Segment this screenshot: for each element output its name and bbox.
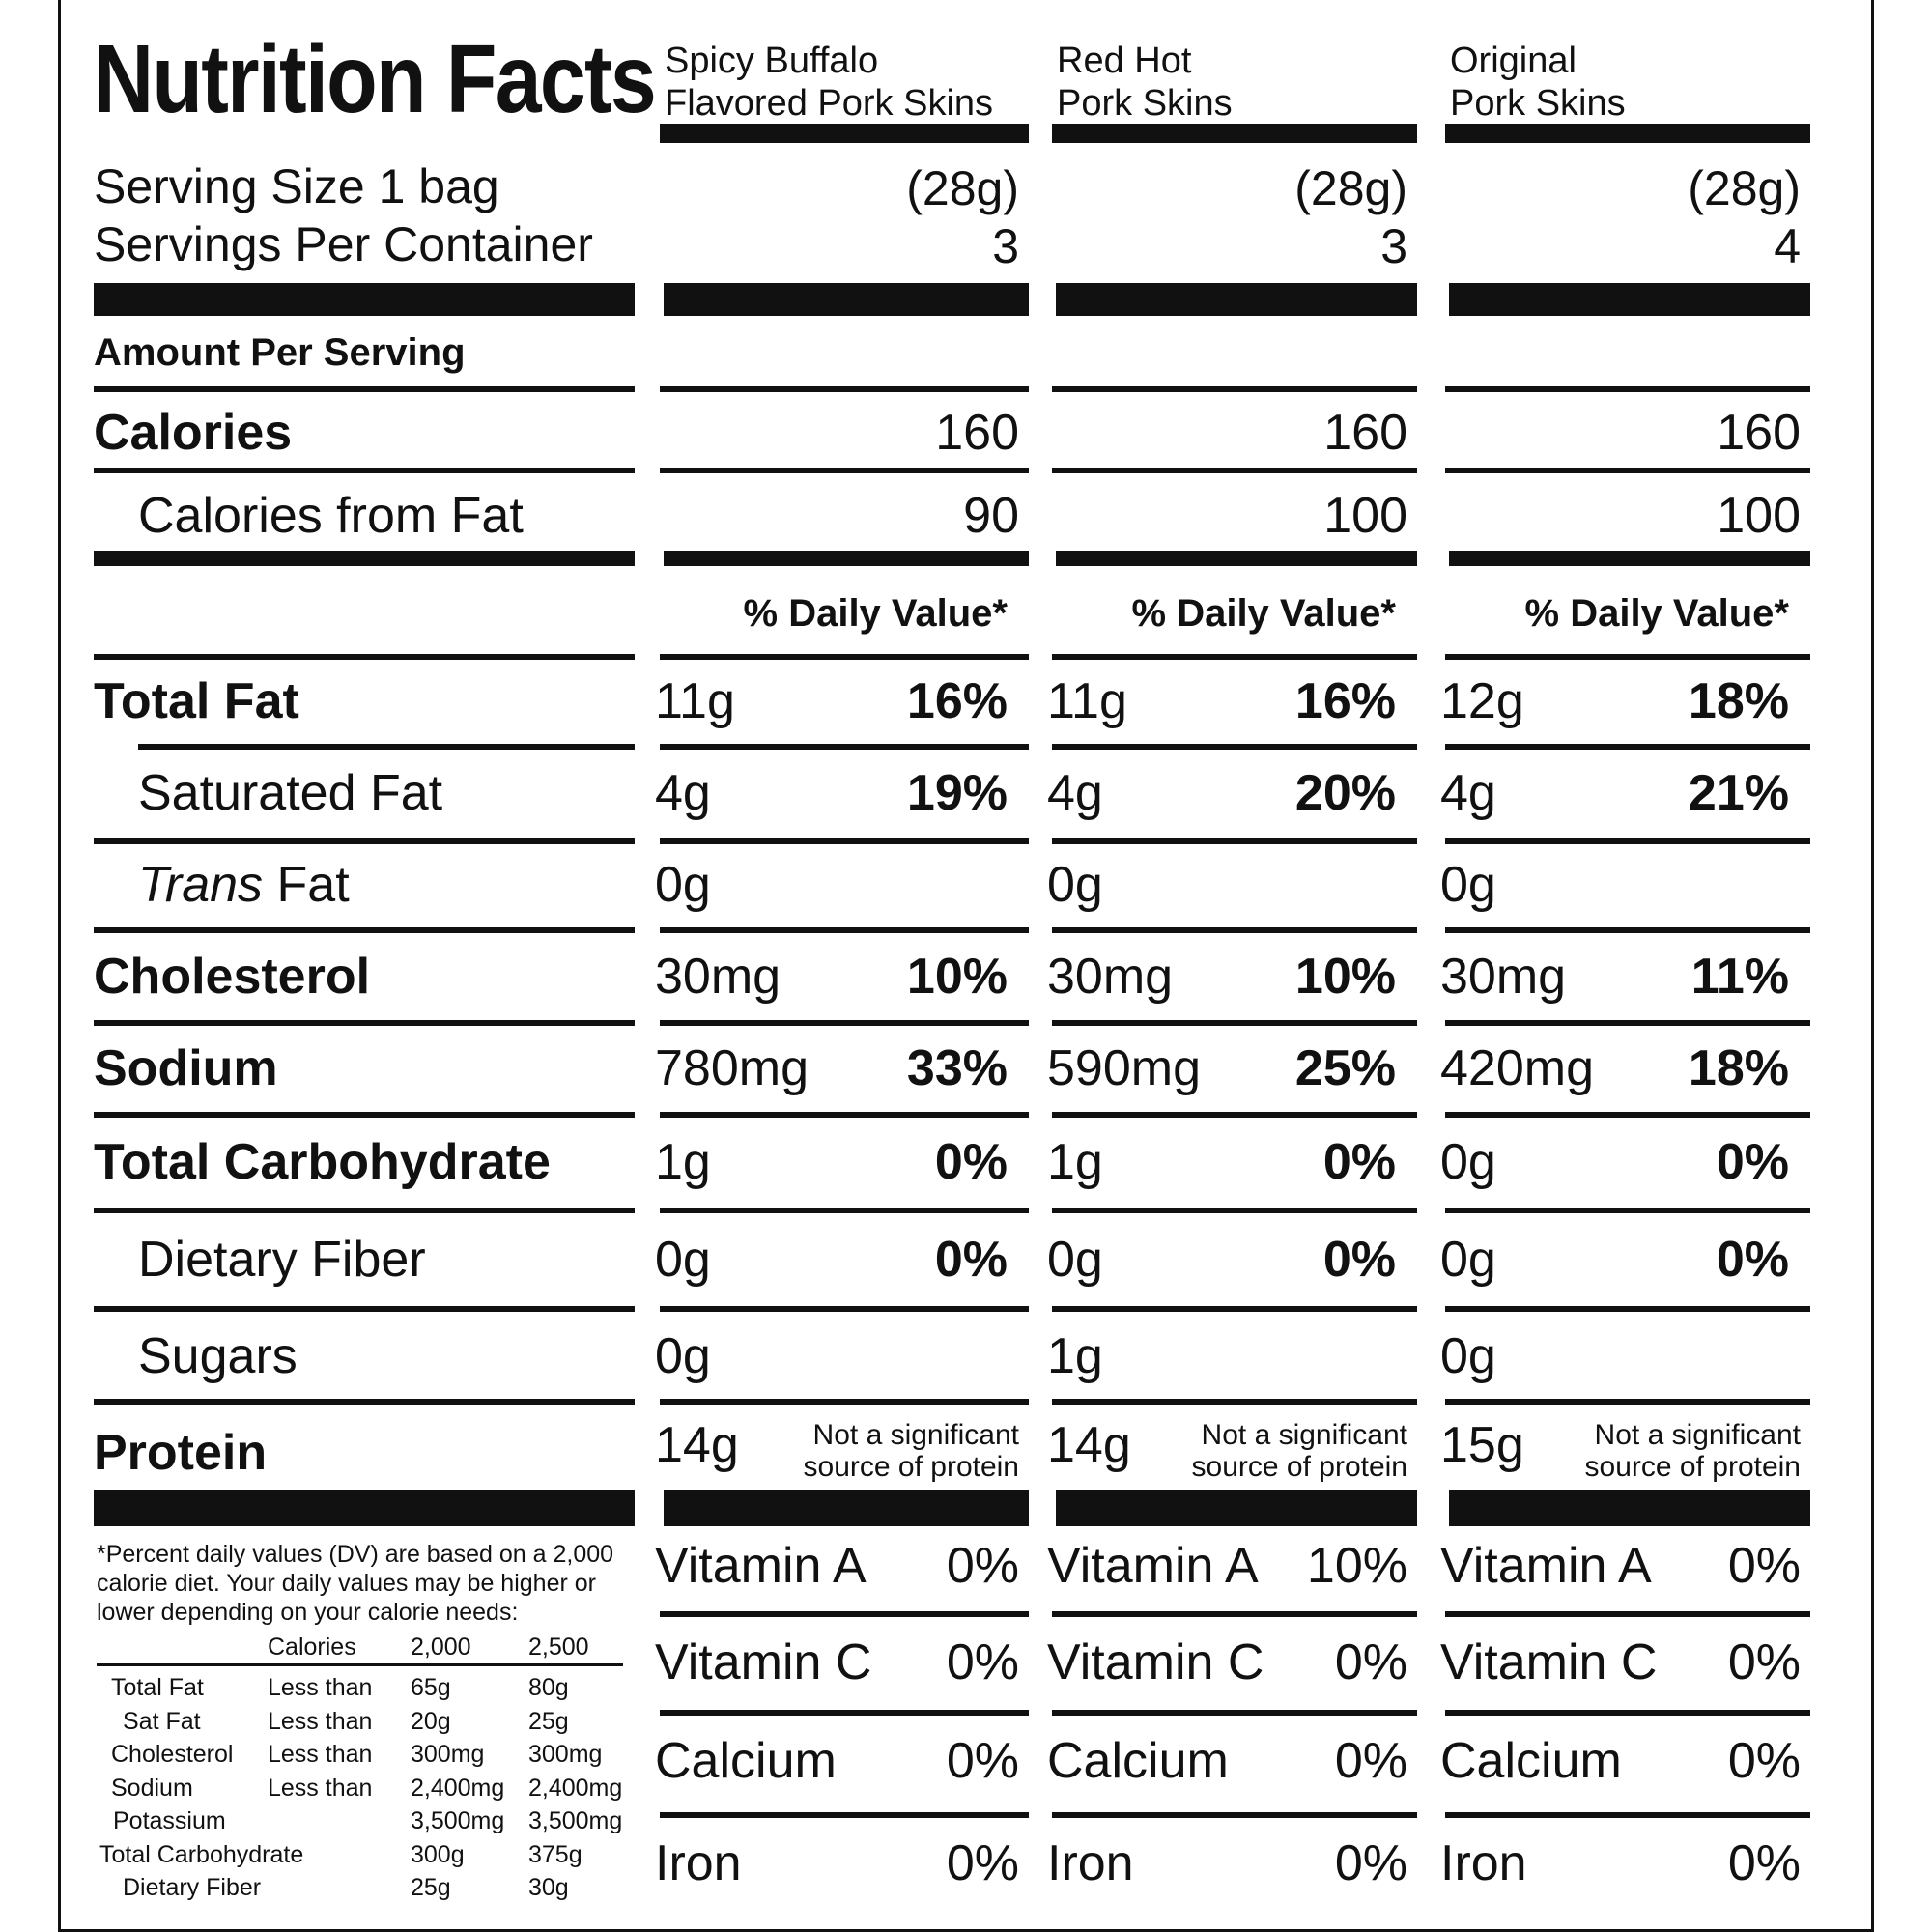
calcium-label: Calcium	[1047, 1733, 1229, 1789]
serving-size-label: Serving Size 1 bag	[94, 159, 499, 213]
trans-fat-label	[138, 857, 350, 913]
divider	[1052, 386, 1417, 392]
divider	[1052, 927, 1417, 933]
divider	[660, 1112, 1029, 1118]
total-fat-amount: 12g	[1440, 673, 1524, 729]
footnote-value-2000: 20g	[411, 1707, 451, 1735]
divider	[1052, 1399, 1417, 1405]
cholesterol-daily-value: 10%	[906, 949, 1008, 1005]
cholesterol-daily-value: 11%	[1690, 949, 1789, 1005]
divider	[1445, 654, 1810, 660]
serving-grams: (28g)	[1294, 161, 1407, 215]
divider	[1052, 468, 1417, 473]
divider	[1445, 1812, 1810, 1818]
total-carbohydrate-daily-value: 0%	[1716, 1134, 1789, 1190]
divider	[1445, 838, 1810, 844]
calcium-value: 0%	[946, 1733, 1019, 1789]
footnote-value-2500: 25g	[528, 1707, 569, 1735]
vitamin-a-label: Vitamin A	[655, 1538, 867, 1594]
thick-divider	[664, 1490, 1029, 1526]
thick-divider	[1056, 1490, 1417, 1526]
iron-label: Iron	[1440, 1835, 1527, 1891]
protein-label: Protein	[94, 1425, 268, 1481]
footnote-line: *Percent daily values (DV) are based on a 2,000	[97, 1541, 614, 1568]
divider	[94, 1306, 635, 1312]
label-title: Nutrition Facts	[94, 25, 655, 133]
divider	[1052, 1710, 1417, 1716]
vitamin-c-value: 0%	[946, 1634, 1019, 1690]
footnote-nutrient: Sodium	[111, 1774, 193, 1802]
saturated-fat-daily-value: 20%	[1294, 765, 1396, 821]
protein-note-line1: Not a significant	[1201, 1419, 1407, 1451]
thick-divider	[664, 283, 1029, 316]
vitamin-a-label: Vitamin A	[1047, 1538, 1259, 1594]
total-carbohydrate-amount: 0g	[1440, 1134, 1496, 1190]
divider	[1445, 927, 1810, 933]
medium-divider	[94, 551, 635, 566]
divider	[94, 654, 635, 660]
divider	[1445, 1020, 1810, 1026]
dietary-fiber-amount: 0g	[1440, 1232, 1496, 1288]
calcium-value: 0%	[1727, 1733, 1801, 1789]
vitamin-a-value: 0%	[946, 1538, 1019, 1594]
footnote-line: calorie diet. Your daily values may be higher or	[97, 1570, 596, 1597]
vitamin-a-label: Vitamin A	[1440, 1538, 1652, 1594]
product-name-line2: Flavored Pork Skins	[665, 83, 994, 124]
daily-value-header: % Daily Value*	[1131, 592, 1396, 635]
serving-grams: (28g)	[906, 161, 1019, 215]
divider	[1052, 1208, 1417, 1213]
sugars-label: Sugars	[138, 1328, 298, 1384]
divider	[94, 1208, 635, 1213]
protein-note-line2: source of protein	[803, 1451, 1019, 1483]
footnote-value-2500: 300mg	[528, 1741, 603, 1768]
product-name-line1: Original	[1450, 41, 1577, 81]
divider	[660, 386, 1029, 392]
divider	[94, 1112, 635, 1118]
protein-note-line1: Not a significant	[1594, 1419, 1801, 1451]
daily-value-header: % Daily Value*	[1524, 592, 1789, 635]
iron-value: 0%	[946, 1835, 1019, 1891]
protein-amount: 14g	[655, 1417, 739, 1473]
footnote-value-2000: 2,400mg	[411, 1774, 505, 1802]
calcium-label: Calcium	[655, 1733, 837, 1789]
cholesterol-amount: 30mg	[1440, 949, 1567, 1005]
dietary-fiber-daily-value: 0%	[934, 1232, 1008, 1288]
divider	[1052, 838, 1417, 844]
footnote-nutrient: Total Carbohydrate	[99, 1840, 304, 1868]
divider	[1445, 468, 1810, 473]
divider	[660, 1399, 1029, 1405]
divider	[1445, 1306, 1810, 1312]
total-carbohydrate-label: Total Carbohydrate	[94, 1134, 551, 1190]
divider	[660, 654, 1029, 660]
product-name-line1: Spicy Buffalo	[665, 41, 879, 81]
sodium-amount: 590mg	[1047, 1040, 1201, 1096]
iron-value: 0%	[1727, 1835, 1801, 1891]
divider	[1445, 1611, 1810, 1617]
footnote-nutrient: Dietary Fiber	[123, 1874, 262, 1901]
trans-fat-italic: Trans	[138, 857, 264, 913]
footnote-value-2500: 80g	[528, 1674, 569, 1701]
total-fat-daily-value: 18%	[1688, 673, 1789, 729]
footnote-value-2000: 3,500mg	[411, 1807, 505, 1834]
product-name-line2: Pork Skins	[1450, 83, 1626, 124]
dietary-fiber-amount: 0g	[655, 1232, 711, 1288]
medium-divider	[1056, 551, 1417, 566]
divider	[1445, 1112, 1810, 1118]
saturated-fat-label: Saturated Fat	[138, 765, 443, 821]
dietary-fiber-daily-value: 0%	[1716, 1232, 1789, 1288]
sodium-daily-value: 18%	[1688, 1040, 1789, 1096]
iron-label: Iron	[1047, 1835, 1134, 1891]
footnote-qualifier: Less than	[268, 1707, 373, 1735]
divider	[1052, 1306, 1417, 1312]
saturated-fat-amount: 4g	[1047, 765, 1103, 821]
sodium-daily-value: 25%	[1294, 1040, 1396, 1096]
product-name-line1: Red Hot	[1057, 41, 1192, 81]
saturated-fat-amount: 4g	[1440, 765, 1496, 821]
calories-value: 160	[935, 405, 1019, 461]
sodium-amount: 420mg	[1440, 1040, 1594, 1096]
footnote-value-2500: 375g	[528, 1840, 582, 1868]
divider	[660, 927, 1029, 933]
divider	[1052, 1112, 1417, 1118]
footnote-header-2000: 2,000	[411, 1634, 471, 1661]
footnote-nutrient: Potassium	[113, 1807, 226, 1834]
saturated-fat-daily-value: 21%	[1688, 765, 1789, 821]
total-fat-amount: 11g	[655, 673, 735, 729]
calcium-label: Calcium	[1440, 1733, 1622, 1789]
total-fat-label: Total Fat	[94, 673, 299, 729]
cholesterol-daily-value: 10%	[1294, 949, 1396, 1005]
total-carbohydrate-daily-value: 0%	[934, 1134, 1008, 1190]
calories-label: Calories	[94, 405, 293, 461]
total-carbohydrate-daily-value: 0%	[1322, 1134, 1396, 1190]
calories-from-fat-value: 90	[963, 488, 1019, 544]
divider	[94, 927, 635, 933]
vitamin-c-label: Vitamin C	[1047, 1634, 1264, 1690]
calories-from-fat-value: 100	[1717, 488, 1801, 544]
footnote-header-calories: Calories	[268, 1634, 356, 1661]
footnote-nutrient: Cholesterol	[111, 1741, 234, 1768]
divider	[660, 1306, 1029, 1312]
divider	[660, 468, 1029, 473]
vitamin-a-value: 10%	[1306, 1538, 1407, 1594]
medium-divider	[1445, 124, 1810, 143]
divider	[1445, 1208, 1810, 1213]
divider	[1052, 1812, 1417, 1818]
calories-from-fat-value: 100	[1323, 488, 1407, 544]
sugars-amount: 0g	[655, 1328, 711, 1384]
trans-fat-rest: Fat	[263, 857, 350, 913]
vitamin-c-value: 0%	[1727, 1634, 1801, 1690]
cholesterol-amount: 30mg	[655, 949, 781, 1005]
divider	[1052, 1611, 1417, 1617]
total-carbohydrate-amount: 1g	[655, 1134, 711, 1190]
footnote-value-2500: 2,400mg	[528, 1774, 623, 1802]
medium-divider	[664, 551, 1029, 566]
divider	[94, 468, 635, 473]
thick-divider	[94, 283, 635, 316]
divider	[660, 1208, 1029, 1213]
divider	[660, 1710, 1029, 1716]
divider	[660, 1812, 1029, 1818]
cholesterol-amount: 30mg	[1047, 949, 1174, 1005]
divider	[1445, 1710, 1810, 1716]
saturated-fat-daily-value: 19%	[906, 765, 1008, 821]
serving-grams: (28g)	[1688, 161, 1801, 215]
medium-divider	[1449, 551, 1810, 566]
divider	[660, 744, 1029, 750]
vitamin-c-label: Vitamin C	[1440, 1634, 1658, 1690]
protein-note-line2: source of protein	[1584, 1451, 1801, 1483]
vitamin-a-value: 0%	[1727, 1538, 1801, 1594]
footnote-value-2500: 3,500mg	[528, 1807, 623, 1834]
protein-note-line1: Not a significant	[812, 1419, 1019, 1451]
trans-fat-amount: 0g	[655, 857, 711, 913]
daily-value-header: % Daily Value*	[743, 592, 1008, 635]
sodium-amount: 780mg	[655, 1040, 809, 1096]
sugars-amount: 0g	[1440, 1328, 1496, 1384]
saturated-fat-amount: 4g	[655, 765, 711, 821]
divider	[1052, 1020, 1417, 1026]
product-name-line2: Pork Skins	[1057, 83, 1233, 124]
vitamin-c-value: 0%	[1334, 1634, 1407, 1690]
total-fat-amount: 11g	[1047, 673, 1127, 729]
footnote-qualifier: Less than	[268, 1741, 373, 1768]
sodium-daily-value: 33%	[906, 1040, 1008, 1096]
footnote-line: lower depending on your calorie needs:	[97, 1599, 519, 1626]
divider	[1445, 386, 1810, 392]
calories-value: 160	[1717, 405, 1801, 461]
divider	[660, 838, 1029, 844]
servings-per-container: 4	[1774, 219, 1801, 273]
cholesterol-label: Cholesterol	[94, 949, 371, 1005]
trans-fat-amount: 0g	[1047, 857, 1103, 913]
divider	[1052, 744, 1417, 750]
divider	[1445, 744, 1810, 750]
divider	[94, 386, 635, 392]
protein-amount: 14g	[1047, 1417, 1131, 1473]
medium-divider	[1052, 124, 1417, 143]
calories-from-fat-label: Calories from Fat	[138, 488, 524, 544]
dietary-fiber-amount: 0g	[1047, 1232, 1103, 1288]
servings-per-container: 3	[1380, 219, 1407, 273]
footnote-nutrient: Total Fat	[111, 1674, 204, 1701]
total-fat-daily-value: 16%	[906, 673, 1008, 729]
footnote-qualifier: Less than	[268, 1774, 373, 1802]
iron-label: Iron	[655, 1835, 742, 1891]
amount-per-serving-label: Amount Per Serving	[94, 331, 466, 374]
total-fat-daily-value: 16%	[1294, 673, 1396, 729]
calories-value: 160	[1323, 405, 1407, 461]
medium-divider	[660, 124, 1029, 143]
thick-divider	[1056, 283, 1417, 316]
dietary-fiber-label: Dietary Fiber	[138, 1232, 426, 1288]
footnote-nutrient: Sat Fat	[123, 1707, 201, 1735]
divider	[94, 838, 635, 844]
total-carbohydrate-amount: 1g	[1047, 1134, 1103, 1190]
sugars-amount: 1g	[1047, 1328, 1103, 1384]
divider	[660, 1611, 1029, 1617]
footnote-divider	[97, 1663, 623, 1666]
footnote-header-2500: 2,500	[528, 1634, 589, 1661]
sodium-label: Sodium	[94, 1040, 278, 1096]
footnote-value-2000: 65g	[411, 1674, 451, 1701]
calcium-value: 0%	[1334, 1733, 1407, 1789]
vitamin-c-label: Vitamin C	[655, 1634, 872, 1690]
iron-value: 0%	[1334, 1835, 1407, 1891]
divider	[94, 1020, 635, 1026]
thick-divider	[94, 1490, 635, 1526]
divider	[94, 1399, 635, 1405]
protein-note-line2: source of protein	[1191, 1451, 1407, 1483]
thick-divider	[1449, 283, 1810, 316]
thick-divider	[1449, 1490, 1810, 1526]
divider	[138, 744, 635, 750]
footnote-value-2000: 25g	[411, 1874, 451, 1901]
divider	[1445, 1399, 1810, 1405]
divider	[660, 1020, 1029, 1026]
servings-per-container: 3	[992, 219, 1019, 273]
footnote-value-2000: 300mg	[411, 1741, 485, 1768]
footnote-value-2500: 30g	[528, 1874, 569, 1901]
dietary-fiber-daily-value: 0%	[1322, 1232, 1396, 1288]
footnote-value-2000: 300g	[411, 1840, 465, 1868]
servings-per-container-label: Servings Per Container	[94, 217, 593, 271]
protein-amount: 15g	[1440, 1417, 1524, 1473]
footnote-qualifier: Less than	[268, 1674, 373, 1701]
divider	[1052, 654, 1417, 660]
trans-fat-amount: 0g	[1440, 857, 1496, 913]
